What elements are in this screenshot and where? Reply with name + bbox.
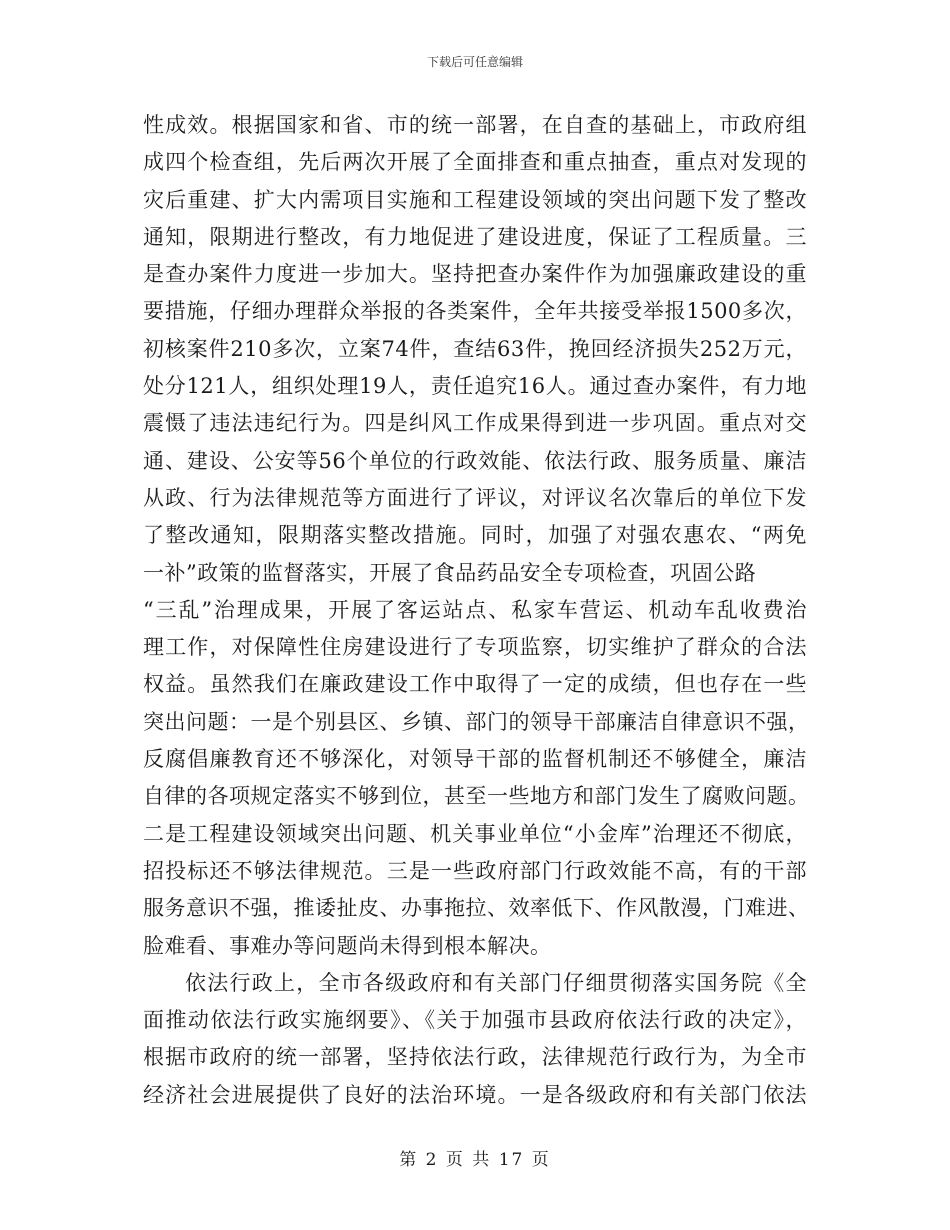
text-line: 自律的各项规定落实不够到位，甚至一些地方和部门发生了腐败问题。 [143,784,810,809]
text-line: 灾后重建、扩大内需项目实施和工程建设领域的突出问题下发了整改 [143,187,807,212]
text-line: 二是工程建设领域突出问题、机关事业单位“小金库”治理还不彻底， [143,821,807,846]
text-line: 反腐倡廉教育还不够深化，对领导干部的监督机制还不够健全，廉洁 [143,747,807,772]
text-line: 突出问题：一是个别县区、乡镇、部门的领导干部廉洁自律意识不强， [143,709,810,734]
paragraph-1 [143,107,810,965]
text-line: “三乱”治理成果，开展了客运站点、私家车营运、机动车乱收费治 [143,597,807,622]
text-line: 招投标还不够法律规范。三是一些政府部门行政效能不高，有的干部 [143,858,807,883]
text-line: 震慑了违法违纪行为。四是纠风工作成果得到进一步巩固。重点对交 [143,411,807,436]
text-line: 面推动依法行政实施纲要》、《关于加强市县政府依法行政的决定》， [143,1008,807,1033]
text-line: 通知，限期进行整改，有力地促进了建设进度，保证了工程质量。三 [143,224,807,249]
paragraph-2 [143,965,807,1114]
text-line: 服务意识不强，推诿扯皮、办事拖拉、效率低下、作风散漫，门难进、 [143,896,810,921]
text-line: 依法行政上，全市各级政府和有关部门仔细贯彻落实国务院《全 [185,970,807,995]
header-note: 下载后可任意编辑 [426,55,523,69]
text-line: 通、建设、公安等56个单位的行政效能、依法行政、服务质量、廉洁 [143,448,807,473]
text-line: 成四个检查组，先后两次开展了全面排查和重点抽查，重点对发现的 [143,150,807,175]
text-line: 处分121人，组织处理19人，责任追究16人。通过查办案件，有力地 [143,374,807,399]
text-line: 初核案件210多次，立案74件，查结63件，挽回经济损失252万元， [143,336,807,361]
text-line: 性成效。根据国家和省、市的统一部署，在自查的基础上，市政府组 [143,113,807,137]
text-line: 要措施，仔细办理群众举报的各类案件，全年共接受举报1500多次， [143,299,807,324]
text-line: 经济社会进展提供了良好的法治环境。一是各级政府和有关部门依法 [143,1082,807,1107]
text-line: 一补”政策的监督落实，开展了食品药品安全专项检查，巩固公路 [143,560,757,585]
text-line: 是查办案件力度进一步加大。坚持把查办案件作为加强廉政建设的重 [143,262,807,287]
page-number: 第 2 页 共 17 页 [399,1150,551,1170]
text-line: 了整改通知，限期落实整改措施。同时，加强了对强农惠农、“两免 [143,523,807,548]
text-line: 理工作，对保障性住房建设进行了专项监察，切实维护了群众的合法 [143,635,807,660]
text-line: 根据市政府的统一部署，坚持依法行政，法律规范行政行为，为全市 [143,1045,807,1070]
document-body [143,107,810,1114]
text-line: 权益。虽然我们在廉政建设工作中取得了一定的成绩，但也存在一些 [143,672,807,697]
text-line: 脸难看、事难办等问题尚未得到根本解决。 [143,933,552,958]
text-line: 从政、行为法律规范等方面进行了评议，对评议名次靠后的单位下发 [143,485,807,510]
